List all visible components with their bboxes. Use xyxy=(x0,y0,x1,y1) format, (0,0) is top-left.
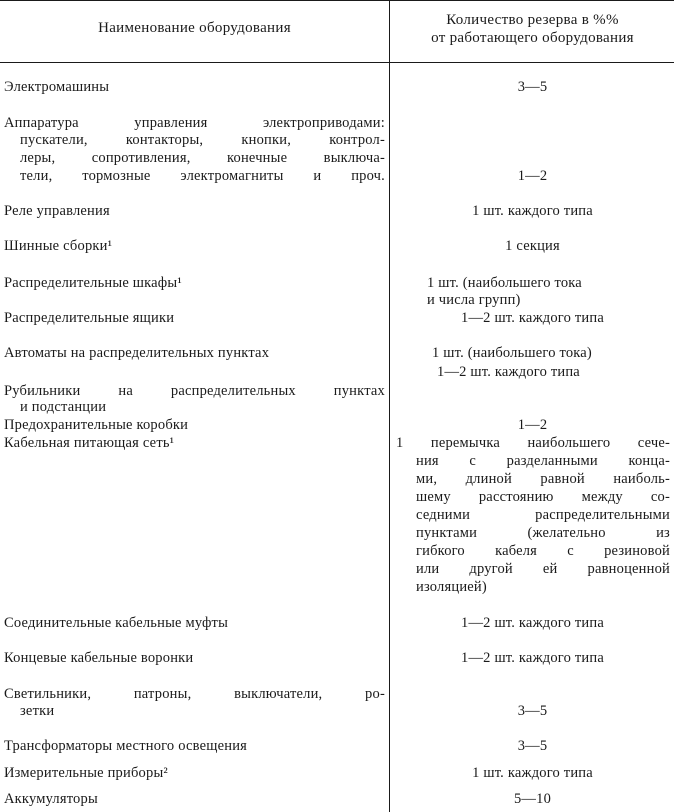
row-reserve: 3—5 xyxy=(517,738,548,754)
row-name: Реле управления xyxy=(4,203,110,219)
row-reserve: 3—5 xyxy=(517,703,548,719)
row-name: Аппаратура управления электроприводами: xyxy=(4,115,385,131)
row-name: зетки xyxy=(20,703,55,719)
row-reserve: 1—2 xyxy=(517,168,548,184)
header-reserve-line2: от работающего оборудования xyxy=(431,30,634,46)
row-name: Измерительные приборы² xyxy=(4,765,168,781)
row-name: Автоматы на распределительных пунктах xyxy=(4,345,270,361)
row-reserve: ния с разделанными конца- xyxy=(416,453,670,469)
row-reserve: 1—2 шт. каждого типа xyxy=(461,615,604,631)
row-reserve: 1 шт. каждого типа xyxy=(472,203,593,219)
row-reserve: и числа групп) xyxy=(427,292,521,308)
row-name: Трансформаторы местного освещения xyxy=(4,738,248,754)
row-reserve: 5—10 xyxy=(513,791,552,807)
row-reserve: или другой ей равноценной xyxy=(416,561,670,577)
header-rule xyxy=(0,62,674,63)
row-reserve: 1—2 шт. каждого типа xyxy=(461,650,604,666)
row-name: Электромашины xyxy=(4,79,110,95)
row-name: Предохранительные коробки xyxy=(4,417,189,433)
row-reserve: изоляцией) xyxy=(416,579,487,595)
row-name: Шинные сборки¹ xyxy=(4,238,113,254)
row-reserve: 1 шт. (наибольшего тока) xyxy=(432,345,592,361)
row-name: Концевые кабельные воронки xyxy=(4,650,194,666)
top-rule xyxy=(0,0,674,1)
row-name: Кабельная питающая сеть¹ xyxy=(4,435,175,451)
row-reserve: 1 шт. каждого типа xyxy=(472,765,593,781)
row-reserve: 1—2 xyxy=(517,417,548,433)
row-reserve: 1—2 шт. каждого типа xyxy=(461,310,604,326)
row-name: тели, тормозные электромагниты и проч. xyxy=(20,168,385,184)
row-name: Аккумуляторы xyxy=(4,791,98,807)
row-reserve: 1—2 шт. каждого типа xyxy=(437,364,580,380)
row-name: Распределительные шкафы¹ xyxy=(4,275,182,291)
row-name: пускатели, контакторы, кнопки, контрол- xyxy=(20,132,385,148)
row-reserve: 1 перемычка наибольшего сече- xyxy=(396,435,670,451)
row-name: Рубильники на распределительных пунктах xyxy=(4,383,385,399)
row-reserve: седними распределительными xyxy=(416,507,670,523)
row-name: Распределительные ящики xyxy=(4,310,175,326)
header-reserve-line1: Количество резерва в %% xyxy=(446,12,619,28)
row-reserve: 1 шт. (наибольшего тока xyxy=(427,275,582,291)
row-name: Светильники, патроны, выключатели, ро- xyxy=(4,686,385,702)
row-reserve: гибкого кабеля с резиновой xyxy=(416,543,670,559)
header-equipment-name: Наименование оборудования xyxy=(98,20,291,36)
row-name: и подстанции xyxy=(20,399,107,415)
row-name: Соединительные кабельные муфты xyxy=(4,615,229,631)
row-reserve: 1 секция xyxy=(505,238,560,254)
row-reserve: ми, длиной равной наиболь- xyxy=(416,471,670,487)
row-reserve: пунктами (желательно из xyxy=(416,525,670,541)
row-reserve: 3—5 xyxy=(517,79,548,95)
column-divider xyxy=(389,0,390,812)
row-name: леры, сопротивления, конечные выключа- xyxy=(20,150,385,166)
row-reserve: шему расстоянию между со- xyxy=(416,489,670,505)
